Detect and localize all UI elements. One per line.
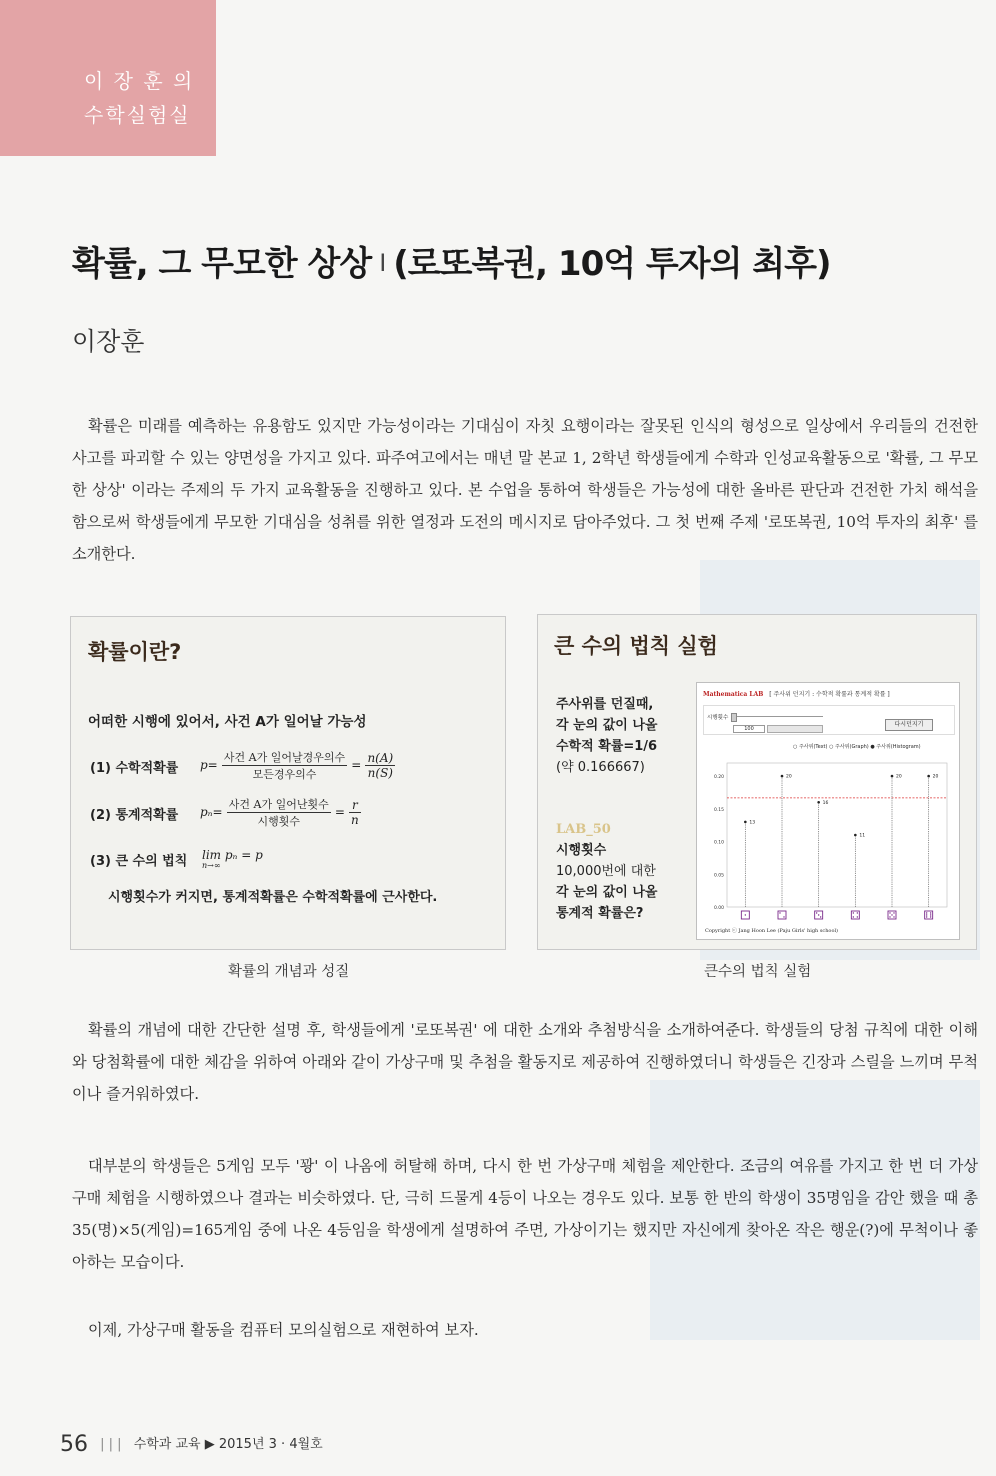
figure-right-title: 큰 수의 법칙 실험 [554,634,718,658]
die-face-icon [851,911,859,919]
item2-denominator: 시행횟수 [257,815,300,828]
die-pip [818,914,819,915]
item2-p: pₙ= [200,805,223,819]
author-name: 이장훈 [72,327,145,356]
bar-value-label: 11 [859,833,866,839]
sim-histogram-chart [701,755,955,927]
sim-slider-handle[interactable] [731,713,737,722]
bar-value-label: 16 [822,800,829,806]
text2-line3: 각 눈의 값이 나올 [556,885,658,900]
intro-paragraph [72,410,978,570]
sim-trial-input[interactable]: 100 [733,725,765,733]
item3-limit-sub: n→∞ [202,861,221,870]
y-tick-label: 0.15 [713,807,724,813]
text1-line3: 수학적 확률=1/6 [556,739,658,754]
page-footer [60,1432,323,1457]
figure-left-subtitle: 어떠한 시행에 있어서, 사건 A가 일어날 가능성 [88,714,367,730]
bar-point [744,821,747,824]
item1-formula: p= $\frac{\text{사건 A가 일어날경우의수}}{\text{모든경우의수}}$ = $\frac{n(A)}{n(S)}$ [200,751,394,781]
item3-label: (3) 큰 수의 법칙 [90,854,188,869]
sim-brand: Mathematica LAB [703,691,764,698]
die-pip [893,916,894,917]
die-pip [857,916,858,917]
sim-radio-text[interactable]: ○ 주사위(Text) [793,744,828,750]
sim-radio-histogram[interactable]: ● 주사위(Histogram) [870,744,921,750]
section-tag-line1: 이 장 훈 의 [84,69,195,93]
item1-p: p= [200,758,218,772]
die-pip [926,914,927,915]
die-pip [893,912,894,913]
section-tag-line2: 수학실험실 [84,103,191,127]
sim-trial-label: 시행횟수 [707,715,729,721]
plot-frame [727,763,947,907]
sim-copyright: Copyright ⓒ Jang Hoon Lee (Paju Girls' high school) [705,928,839,934]
paragraph-3-text: 대부분의 학생들은 5게임 모두 '꽝' 이 나옴에 허탈해 하며, 다시 한 번 가상구매 체험을 제안한다. 조금의 여유를 가지고 한 번 더 가상구매 체험을 시행하였으나 결과는 비슷하였다. 단, 극히 드물게 4등이 나오는 경우도 있다. 보통 한 반의 학생이 35명임을 감안 했을 때 총 35(명)×5(게임)=165게임 중에 나온 4등임을 학생에게 설명하여 주면, 가상이기는 했지만 자신에게 찾아온 작은 행운(?)에 무척이나 좋아하는 모습이다. [72,1157,978,1271]
sim-title: [ 주사위 던지기 : 수학적 확률과 통계적 확률 ] [769,691,890,698]
intro-text: 확률은 미래를 예측하는 유용함도 있지만 가능성이라는 기대심이 자칫 요행이라는 잘못된 인식의 형성으로 일상에서 우리들의 건전한 사고를 파괴할 수 있는 양면성을 가지고 있다. 파주여고에서는 매년 말 본교 1, 2학년 학생들에게 수학과 인성교육활동으로 '확률, 그 무모한 상상' 이라는 주제의 두 가지 교육활동을 진행하고 있다. 본 수업을 통하여 학생들은 가능성에 대한 올바른 판단과 건전한 가치 해석을 함으로써 학생들에게 무모한 기대심을 성취를 위한 열정과 도전의 메시지로 담아주었다. 그 첫 번째 주제 '로또복권, 10억 투자의 최후' 를 소개한다. [72,417,978,563]
footer-bars: | | | [100,1437,122,1452]
item2-label: (2) 통계적확률 [90,808,179,823]
item1-numerator: 사건 A가 일어날경우의수 [223,751,346,764]
die-pip [930,914,931,915]
lab-label: LAB_50 [556,822,611,837]
bar-value-label: 20 [786,774,792,780]
figure-right-text2 [556,840,657,924]
item1-fraction2 [365,751,395,780]
item3-formula [202,848,263,870]
item2-numerator2: r [349,798,361,813]
item2-fraction [227,796,331,829]
item1-numerator2: n(A) [367,751,394,765]
die-pip [926,916,927,917]
paragraph-3 [72,1150,978,1278]
die-pip [745,914,746,915]
bar-point [891,775,894,778]
paragraph-4-text: 이제, 가상구매 활동을 컴퓨터 모의실험으로 재현하여 보자. [88,1321,479,1339]
y-tick-label: 0.00 [713,906,724,911]
figure-right-text1 [556,694,657,778]
magazine-issue: 수학과 교육 ▶ 2015년 3 · 4월호 [133,1437,323,1452]
paragraph-2 [72,1014,978,1110]
article-title [72,236,972,285]
section-tag [0,0,216,156]
y-tick-label: 0.10 [713,840,724,846]
bar-point [817,801,820,804]
die-pip [930,912,931,913]
die-pip [779,912,780,913]
item1-label: (1) 수학적확률 [90,761,179,776]
die-pip [930,916,931,917]
title-separator: I [379,249,386,277]
sim-step-buttons[interactable] [767,725,823,733]
die-pip [889,912,890,913]
sim-reset-button[interactable]: 다시던지기 [885,719,933,731]
bar-value-label: 20 [896,774,902,780]
text1-line1: 주사위를 던질때, [556,697,654,712]
figure-left-conclusion: 시행횟수가 커지면, 통계적확률은 수학적확률에 근사한다. [108,890,438,905]
paragraph-2-text: 확률의 개념에 대한 간단한 설명 후, 학생들에게 '로또복권' 에 대한 소개와 추첨방식을 소개하여준다. 학생들의 당첨 규칙에 대한 이해와 당첨확률에 대한 체감을 위하여 아래와 같이 가상구매 및 추첨을 활동지로 제공하여 진행하였더니 학생들은 긴장과 스릴을 느끼며 무척이나 즐거워하였다. [72,1021,978,1103]
text2-line1: 시행횟수 [556,843,607,858]
bar-point [927,775,930,778]
die-face-icon [778,911,786,919]
bar-value-label: 20 [932,774,939,780]
die-pip [783,916,784,917]
bar-value-label: 13 [749,820,756,826]
paragraph-4 [72,1314,978,1346]
sim-slider-track[interactable] [733,716,823,717]
text2-line4: 통계적 확률은? [556,906,644,921]
die-face-icon [925,911,933,919]
text2-line2: 10,000번에 대한 [556,864,656,879]
y-tick-label: 0.05 [713,873,724,879]
die-pip [891,914,892,915]
figure-left-caption: 확률의 개념과 성질 [228,964,350,980]
text1-line2: 각 눈의 값이 나올 [556,718,658,733]
bar-point [854,834,857,837]
sim-radio-graph[interactable]: ○ 주사위(Graph) [829,744,869,750]
item2-fraction2 [349,798,361,827]
die-pip [853,912,854,913]
sim-header [703,689,890,698]
text1-line4: (약 0.166667) [556,760,645,775]
figure-left-title: 확률이란? [88,640,182,664]
die-pip [926,912,927,913]
simulation-window [696,682,960,940]
sim-radio-group [793,743,921,750]
item1-fraction [222,749,347,782]
figure-right-caption: 큰수의 법칙 실험 [704,964,812,980]
article-title-main: 확률, 그 무모한 상상 [72,244,372,284]
y-tick-label: 0.20 [713,775,724,781]
die-pip [857,912,858,913]
bar-point [781,775,784,778]
item3-limit: lim pₙ = p [202,848,263,862]
item2-numerator: 사건 A가 일어난횟수 [228,798,329,811]
item1-denominator: 모든경우의수 [252,768,317,781]
item1-denominator2: n(S) [367,766,393,780]
item2-denominator2: n [351,813,359,827]
article-title-sub: (로또복권, 10억 투자의 최후) [393,244,831,284]
die-pip [816,912,817,913]
page-number: 56 [60,1432,88,1457]
item2-formula: pₙ= $\frac{\text{사건 A가 일어난횟수}}{\text{시행횟수}}$ = $\frac{r}{n}$ [200,798,359,828]
die-pip [853,916,854,917]
die-pip [820,916,821,917]
die-pip [889,916,890,917]
